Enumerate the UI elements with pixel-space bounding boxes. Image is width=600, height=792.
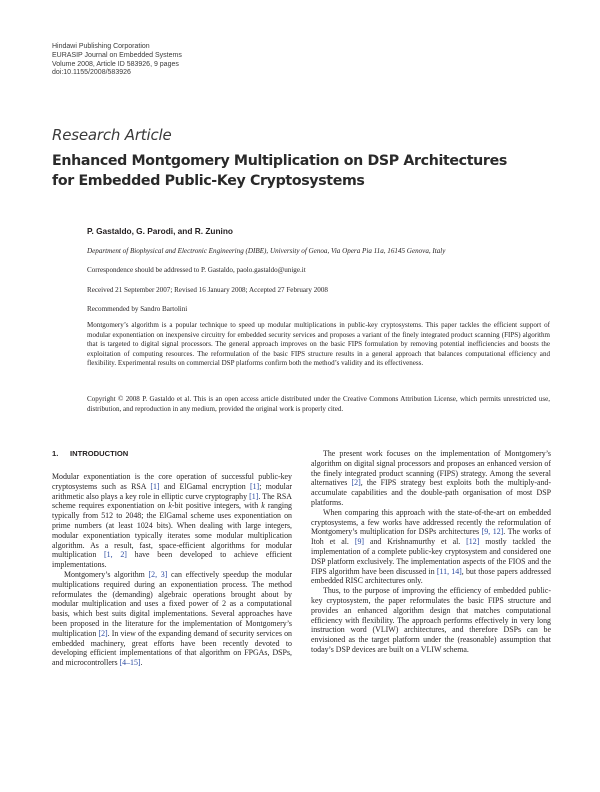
citation-link[interactable]: [1] bbox=[249, 491, 259, 501]
citation-link[interactable]: [9, 12] bbox=[481, 527, 504, 537]
section-number: 1. bbox=[52, 449, 59, 458]
citation-link[interactable]: [2] bbox=[98, 628, 108, 638]
citation-link[interactable]: [11, 14] bbox=[436, 566, 462, 576]
publisher-line: Hindawi Publishing Corporation bbox=[52, 43, 150, 50]
section-title: INTRODUCTION bbox=[70, 449, 129, 458]
section-heading bbox=[52, 449, 128, 458]
affiliation: Department of Biophysical and Electronic Engineering (DIBE), University of Genoa, Via Opera Pia 11a, 16145 Genova, Italy bbox=[87, 247, 446, 255]
volume-line: Volume 2008, Article ID 583926, 9 pages bbox=[52, 60, 179, 68]
citation-link[interactable]: [2] bbox=[351, 478, 361, 488]
author-list: P. Gastaldo, G. Parodi, and R. Zunino bbox=[87, 226, 233, 236]
citation-link[interactable]: [12] bbox=[466, 537, 480, 547]
intro-paragraph-1: Modular exponentiation is the core operation of successful public-key cryptosystems such as RSA [1] and ElGamal encryption [1]; modular arithmetic also plays a key role in elliptic curve cryptography [1]. The RSA scheme requires exponentiation on k-bit positive integers, with k ranging typically from 512 to 2048; the ElGamal scheme uses exponentiation on prime numbers (at least 1024 bits). When dealing with large integers, modular exponentiation typically iterates some modular multiplication algorithm. As a result, fast, space-efficient algorithms for modular multiplication [1, 2] have been developed to achieve efficient implementations. bbox=[52, 472, 293, 570]
correspondence: Correspondence should be addressed to P. Gastaldo, paolo.gastaldo@unige.it bbox=[87, 266, 306, 274]
intro-paragraph-5: Thus, to the purpose of improving the efficiency of embedded public-key cryptosystem, the paper reformulates the basic FIPS structure and provides an enhanced algorithm design that matches computational efficiency with flexibility. The approach performs effectively in very long instruction word (VLIW) architectures, and therefore DSPs can be envisioned as the target platform under the (reasonable) assumption that today’s DSP devices are built on a VLIW schema. bbox=[311, 586, 551, 654]
left-column bbox=[52, 472, 292, 668]
article-type: Research Article bbox=[52, 126, 172, 144]
intro-paragraph-2: Montgomery’s algorithm [2, 3] can effectively speedup the modular multiplications required during an exponentiation process. The method reformulates the (demanding) algebraic operations brought about by modular multiplication and uses a fixed power of 2 as a computational basis, which best suits digital implementations. Several approaches have been proposed in the literature for the implementation of Montgomery’s multiplication [2]. In view of the expanding demand of security services on embedded machinery, great efforts have been recently devoted to developing efficient implementations of that algorithm on FPGAs, DSPs, and microcontrollers [4–15]. bbox=[52, 569, 292, 668]
citation-link[interactable]: [1] bbox=[150, 481, 160, 491]
intro-paragraph-3: The present work focuses on the implementation of Montgomery’s algorithm on digital signal processors and proposes an enhanced version of the finely integrated product scanning (FIPS) strategy. Among the several alternatives [2], the FIPS strategy best exploits both the multiply-and-accumulate capabilities and the double-path organisation of most DSP platforms. bbox=[311, 449, 551, 507]
right-column bbox=[311, 449, 551, 655]
copyright-notice: Copyright © 2008 P. Gastaldo et al. This is an open access article distributed under the Creative Commons Attribution License, which permits unrestricted use, distribution, and reproduction in any medium, provided the original work is properly cited. bbox=[87, 395, 550, 413]
citation-link[interactable]: [1] bbox=[249, 481, 260, 491]
citation-link[interactable]: [1, 2] bbox=[104, 550, 127, 560]
title-line-1: Enhanced Montgomery Multiplication on DSP Architectures bbox=[52, 153, 507, 169]
title-line-2: for Embedded Public-Key Cryptosystems bbox=[52, 173, 365, 189]
paper-title bbox=[52, 151, 552, 191]
doi-line: doi:10.1155/2008/583926 bbox=[52, 69, 131, 77]
citation-link[interactable]: [4–15] bbox=[119, 658, 141, 668]
publication-dates: Received 21 September 2007; Revised 16 January 2008; Accepted 27 February 2008 bbox=[87, 286, 328, 294]
abstract: Montgomery’s algorithm is a popular technique to speed up modular multiplications in public-key cryptosystems. This paper tackles the efficient support of modular exponentiation on inexpensive circuitry for embedded security services and proposes a variant of the finely integrated product scanning (FIPS) algorithm that is targeted to digital signal processors. The general approach improves on the basic FIPS formulation by removing potential inefficiencies and boosts the exploitation of computing resources. The reformulation of the basic FIPS structure results in a general approach that balances computational efficiency and flexibility. Experimental results on commercial DSP platforms confirm both the method’s validity and its effectiveness. bbox=[87, 321, 550, 368]
journal-header bbox=[52, 43, 182, 78]
citation-link[interactable]: [9] bbox=[354, 537, 365, 547]
intro-paragraph-4: When comparing this approach with the state-of-the-art on embedded cryptosystems, a few works have addressed recently the reformulation of Montgomery’s multiplication for DSPs architectures [9, 12]. The works of Itoh et al. [9] and Krishnamurthy et al. [12] mostly tackled the implementation of a complete public-key cryptosystem and considered one DSP platform exclusively. The implementation aspects of the FIOS and the FIPS algorithm have been discussed in [11, 14], but those papers addressed embedded RISC architectures only. bbox=[311, 507, 551, 586]
recommended-by: Recommended by Sandro Bartolini bbox=[87, 305, 188, 313]
journal-line: EURASIP Journal on Embedded Systems bbox=[52, 51, 182, 59]
citation-link[interactable]: [2, 3] bbox=[148, 569, 168, 579]
